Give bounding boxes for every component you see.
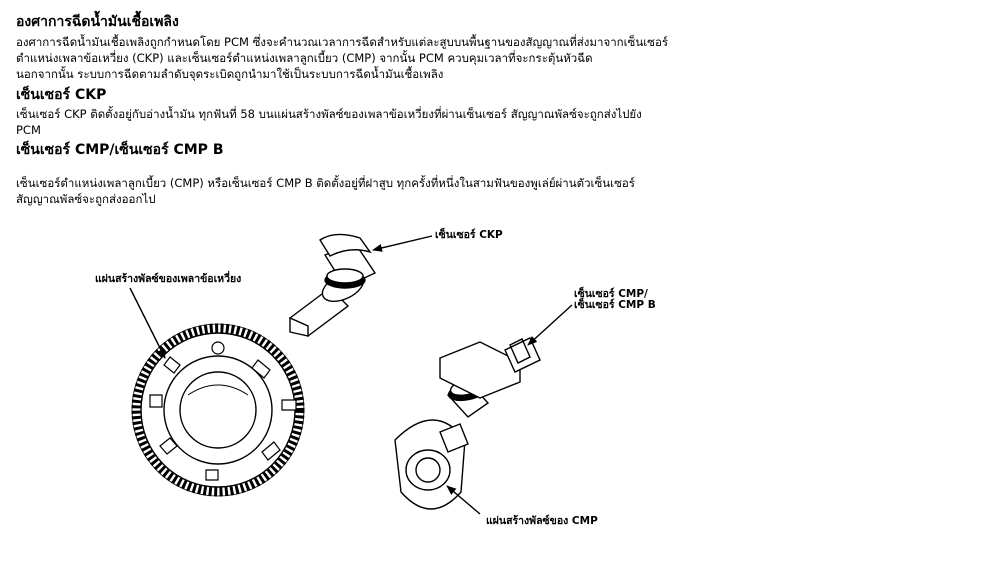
section-title-injection: องศาการฉีดน้ำมันเชื้อเพลิง bbox=[16, 14, 179, 30]
cmp-line: สัญญาณพัลซ์จะถูกส่งออกไป bbox=[16, 192, 156, 206]
injection-line: องศาการฉีดน้ำมันเชื้อเพลิงถูกกำหนดโดย PCM ซึ่งจะคำนวณเวลาการฉีดสำหรับแต่ละสูบบนพื้นฐานของสัญญาณที่ส่งมาจากเซ็นเซอร์ bbox=[16, 35, 669, 49]
crank-pulser-label: แผ่นสร้างพัลซ์ของเพลาข้อเหวี่ยง bbox=[95, 273, 242, 285]
ckp-sensor-label: เซ็นเซอร์ CKP bbox=[435, 229, 503, 241]
injection-line: นอกจากนั้น ระบบการฉีดตามลำดับจุดระเบิดถูกนำมาใช้เป็นระบบการฉีดน้ำมันเชื้อเพลิง bbox=[16, 67, 444, 81]
cmp-sensor bbox=[440, 338, 540, 417]
cmp-leader-line bbox=[528, 305, 572, 345]
cmp-sensor-label-line1: เซ็นเซอร์ CMP/ bbox=[574, 288, 648, 300]
ckp-leader-line bbox=[373, 236, 432, 250]
injection-line: ตำแหน่งเพลาข้อเหวี่ยง (CKP) และเซ็นเซอร์ตำแหน่งเพลาลูกเบี้ยว (CMP) จากนั้น PCM ควบคุมเวลาที่จะกระตุ้นหัวฉีด bbox=[16, 51, 593, 65]
ckp-line: เซ็นเซอร์ CKP ติดตั้งอยู่กับอ่างน้ำมัน ทุกฟันที่ 58 บนแผ่นสร้างพัลซ์ของเพลาข้อเหวี่ยงที่ผ่านเซ็นเซอร์ สัญญาณพัลซ์จะถูกส่งไปยัง bbox=[16, 107, 642, 121]
crank-pulser-leader-line bbox=[130, 288, 165, 358]
injection-paragraph bbox=[16, 34, 716, 82]
crankshaft-pulser-plate bbox=[132, 324, 304, 496]
cmp-pulser-plate bbox=[395, 420, 468, 509]
ckp-sensor bbox=[290, 234, 375, 336]
cmp-pulser-label: แผ่นสร้างพัลซ์ของ CMP bbox=[486, 515, 598, 527]
cmp-paragraph bbox=[16, 175, 716, 207]
section-title-cmp: เซ็นเซอร์ CMP/เซ็นเซอร์ CMP B bbox=[16, 142, 224, 158]
sensor-diagram bbox=[0, 205, 998, 581]
cmp-line: เซ็นเซอร์ตำแหน่งเพลาลูกเบี้ยว (CMP) หรือเซ็นเซอร์ CMP B ติดตั้งอยู่ที่ฝาสูบ ทุกครั้งที่หนึ่งในสามฟันของพูเล่ย์ผ่านตัวเซ็นเซอร์ bbox=[16, 176, 635, 190]
ckp-paragraph bbox=[16, 106, 716, 138]
cmp-sensor-label-line2: เซ็นเซอร์ CMP B bbox=[574, 299, 656, 311]
ckp-line: PCM bbox=[16, 123, 41, 137]
section-title-ckp: เซ็นเซอร์ CKP bbox=[16, 87, 107, 103]
